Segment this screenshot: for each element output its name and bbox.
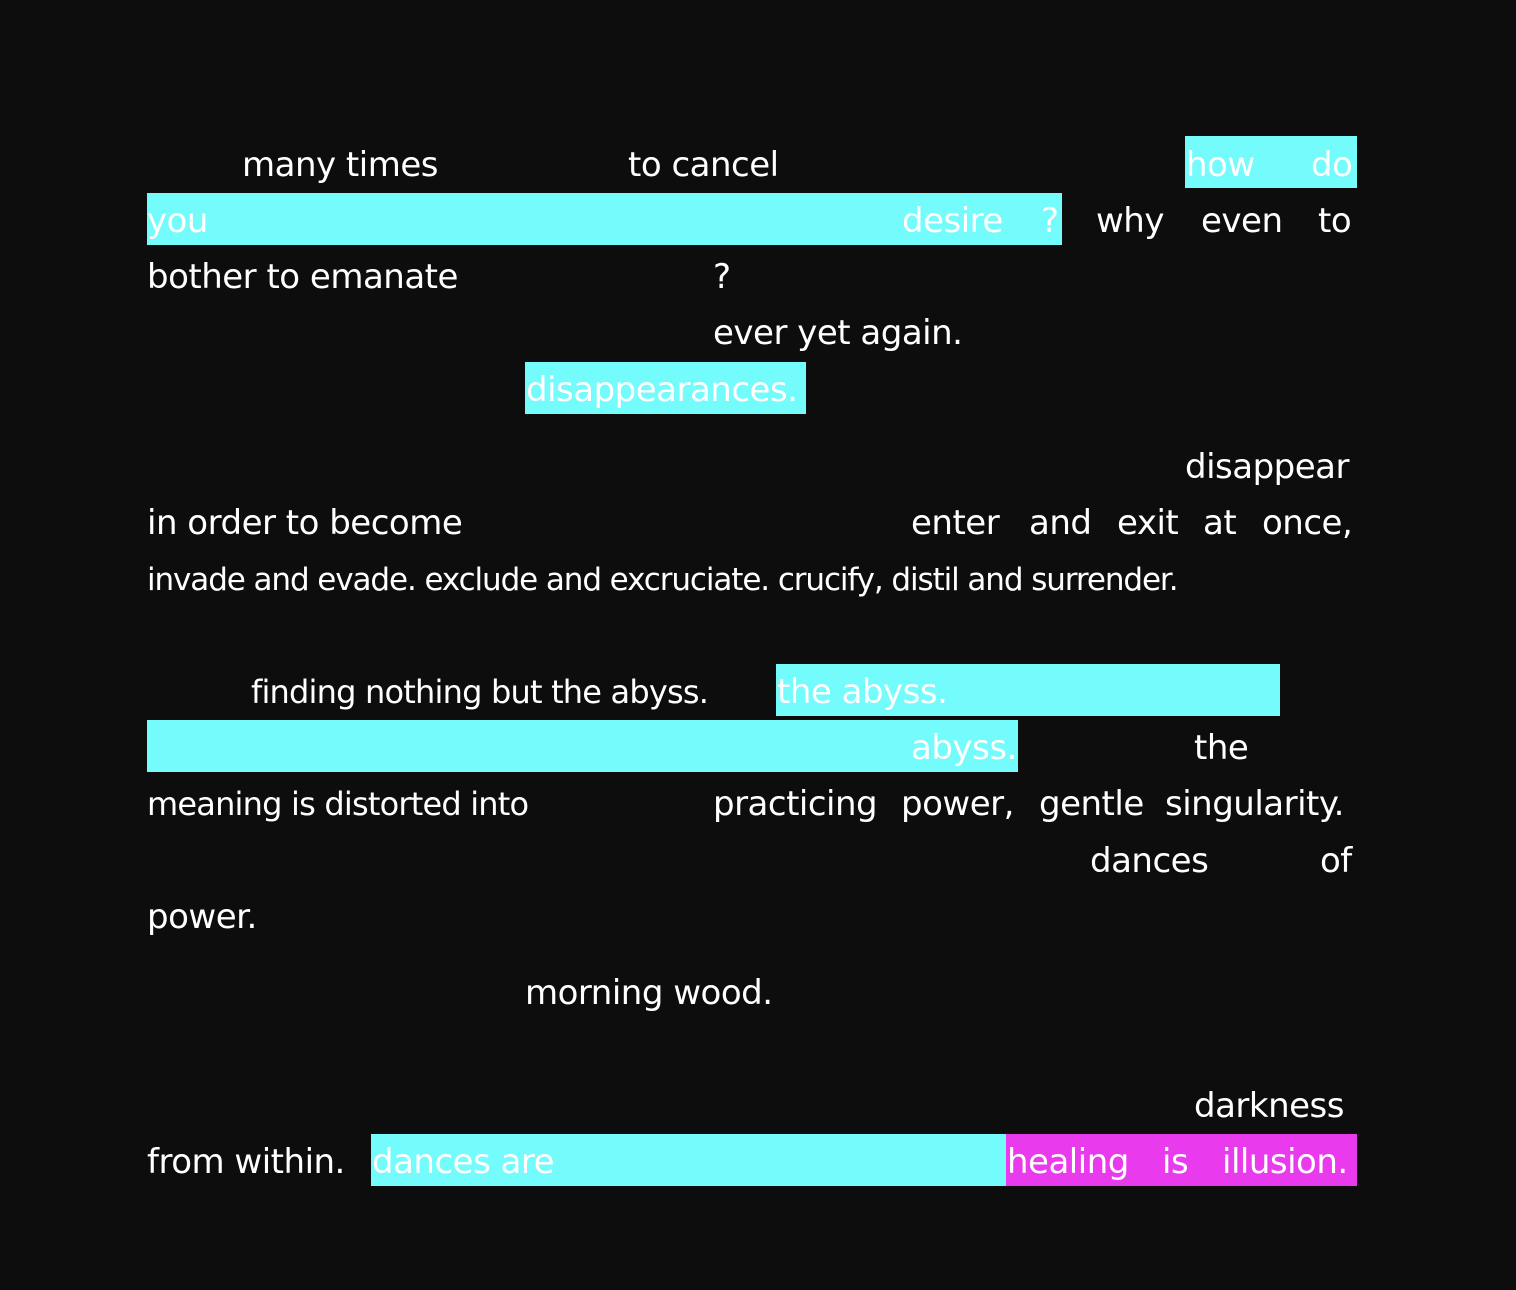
text-abyss: abyss. <box>911 728 1017 768</box>
text-from-within: from within. <box>147 1142 345 1182</box>
text-dances-are: dances are <box>372 1142 555 1182</box>
text-illusion: illusion. <box>1222 1142 1348 1182</box>
text-the: the <box>1194 728 1249 768</box>
text-to-cancel: to cancel <box>628 145 779 185</box>
text-and: and <box>1029 503 1092 543</box>
highlight-abyss <box>147 720 1018 772</box>
text-singularity: singularity. <box>1165 784 1344 824</box>
text-question-mark: ? <box>713 257 731 297</box>
text-gentle: gentle <box>1039 784 1144 824</box>
text-disappear: disappear <box>1185 447 1349 487</box>
text-is: is <box>1162 1142 1189 1182</box>
text-you: you <box>147 201 208 241</box>
text-even: even <box>1201 201 1283 241</box>
text-exit: exit <box>1117 503 1179 543</box>
text-power-end: power. <box>147 897 257 937</box>
text-once: once, <box>1262 503 1353 543</box>
text-dances: dances <box>1090 841 1209 881</box>
text-many-times: many times <box>242 145 438 185</box>
text-finding-nothing: finding nothing but the abyss. <box>251 673 709 711</box>
text-morning-wood: morning wood. <box>525 973 773 1013</box>
text-ever-yet-again: ever yet again. <box>713 313 963 353</box>
text-enter: enter <box>911 503 1000 543</box>
text-meaning-is-distorted: meaning is distorted into <box>147 785 529 823</box>
text-power: power, <box>901 784 1014 824</box>
text-healing: healing <box>1007 1142 1129 1182</box>
text-darkness: darkness <box>1194 1086 1344 1126</box>
text-practicing: practicing <box>713 784 878 824</box>
text-bother-to-emanate: bother to emanate <box>147 257 458 297</box>
text-why: why <box>1096 201 1164 241</box>
text-at: at <box>1203 503 1237 543</box>
text-invade-and-evade: invade and evade. exclude and excruciate. crucify, distil and surrender. <box>147 562 1178 598</box>
text-to: to <box>1318 201 1352 241</box>
text-disappearances: disappearances. <box>526 370 798 410</box>
text-how: how <box>1186 145 1255 185</box>
text-in-order-to-become: in order to become <box>147 503 463 543</box>
text-desire: desire <box>902 201 1003 241</box>
text-of: of <box>1320 841 1352 881</box>
text-do: do <box>1311 145 1353 185</box>
text-the-abyss: the abyss. <box>777 672 948 712</box>
text-question-mark: ? <box>1041 201 1059 241</box>
